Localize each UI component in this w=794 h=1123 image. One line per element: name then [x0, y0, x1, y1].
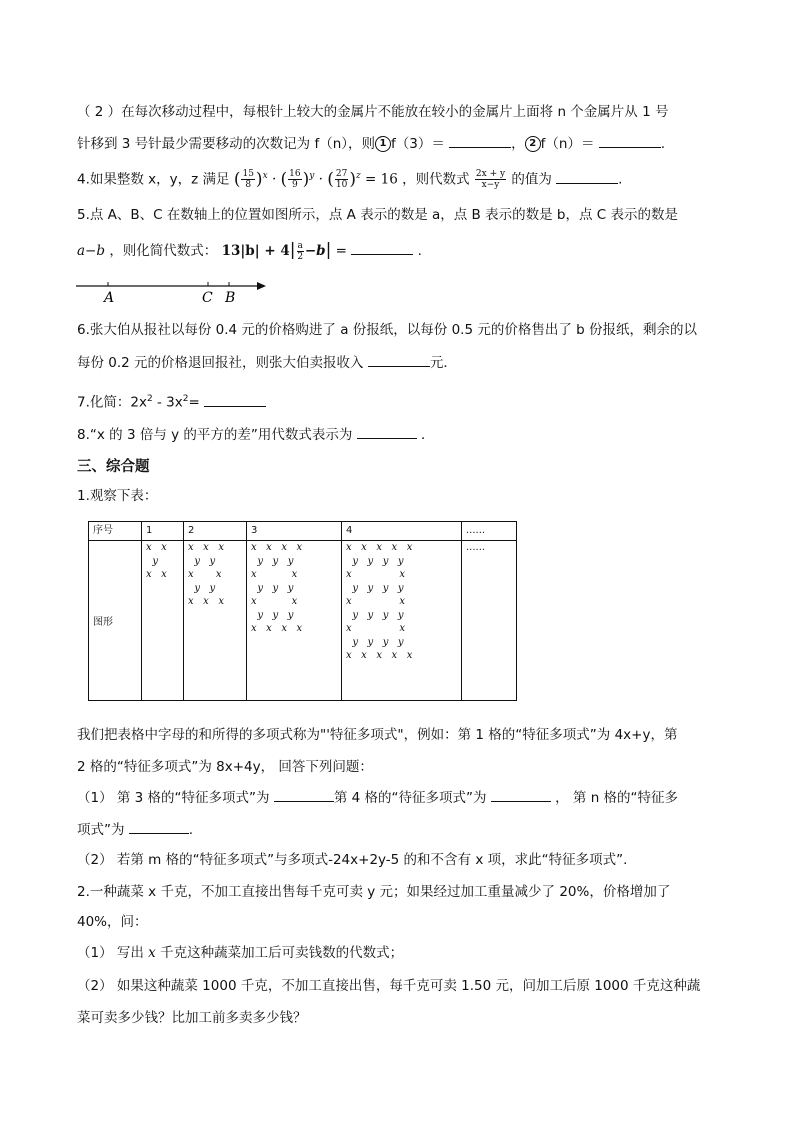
q5-text-b: ，则化简代数式： [109, 243, 218, 259]
answer-blank-fn[interactable] [599, 133, 661, 148]
q2-line1: （ 2 ）在每次移动过程中，每根针上较大的金属片不能放在较小的金属片上面将 n 个金属片从 1 号 [77, 104, 669, 120]
q4-text-a: 4.如果整数 x，y，z 满足 [77, 171, 230, 188]
q4-exp-x: x [262, 171, 268, 181]
q4-exp-z: z [355, 171, 361, 181]
answer-blank-q5[interactable] [351, 240, 413, 255]
q4-frac-1: $\frac{15}{8}$ [242, 169, 254, 190]
q5-text-f: . [417, 243, 422, 259]
pattern-cell-4: x x x x x y y y y x x y y y y x x y y y y x x y y y y x x x x x [346, 542, 413, 661]
answer-blank-cell4[interactable] [491, 787, 551, 802]
q8-line [77, 424, 435, 445]
table-header-1: 1 [142, 522, 184, 541]
table-row-label: 图形 [89, 541, 142, 701]
answer-blank-q6[interactable] [368, 352, 430, 367]
p2-line2: 40%，问： [77, 914, 148, 930]
answer-blank-cell3[interactable] [274, 787, 334, 802]
q7-text-a: 7.化简：2x [77, 394, 147, 411]
q4-equals: = 16 [365, 171, 398, 188]
p1-q1-b: 第 4 格的“待征多项式”为 [333, 790, 487, 806]
q7-sup-1: 2 [146, 394, 153, 404]
p1-q1-c: ， 第 n 格的“特征多 [555, 790, 679, 806]
p1-q1-line2 [77, 819, 193, 840]
q4-frac-3: $\frac{27}{10}$ [335, 169, 348, 190]
number-line-diagram [74, 276, 274, 306]
q7-sup-2: 2 [182, 394, 189, 404]
axis-label-c: C [202, 290, 213, 306]
circled-one-icon: 1 [375, 136, 391, 152]
p1-q2: （2） 若第 m 格的“特征多项式”与多项式-24x+2y-5 的和不含有 x 项，求此“特征多项式”. [77, 852, 628, 868]
observation-table [88, 521, 517, 701]
answer-blank-f3[interactable] [449, 133, 511, 148]
q5-equals: = [335, 243, 347, 259]
section-heading: 三、综合题 [77, 459, 150, 475]
q8-text-a: 8.“x 的 3 倍与 y 的平方的差”用代数式表示为 [77, 427, 353, 443]
q4-text-b: ，则代数式 [402, 171, 470, 188]
p2-q1-b: 千克这种蔬菜加工后可卖钱数的代数式； [155, 945, 404, 961]
q7-text-c: = [188, 394, 200, 411]
q7-text-b: - 3x [152, 394, 183, 411]
p1-q1-line1 [77, 787, 678, 808]
q6-text-b: 元． [429, 355, 457, 371]
p2-q2-line2: 菜可卖多少钱？比加工前多卖多少钱？ [77, 1010, 307, 1026]
q6-line2 [77, 352, 457, 373]
p2-q1 [77, 943, 403, 963]
p1-text2: 2 格的“特征多项式”为 8x+4y， 回答下列问题： [77, 759, 373, 775]
q5-expr-end: −b [304, 243, 326, 259]
q7-line [77, 389, 266, 413]
pattern-cell-more: ...... [466, 542, 486, 553]
q8-text-b: ． [421, 427, 435, 443]
q2-text-e: . [660, 136, 666, 152]
table-header-more: ...... [462, 522, 517, 541]
q2-text-c: ， [511, 136, 525, 152]
q4-frac-2: $\frac{16}{9}$ [289, 169, 301, 190]
q5-expr-start: 13|b| + 4 [221, 243, 290, 259]
pattern-cell-1: x x y x x [146, 542, 167, 580]
table-header-3: 3 [247, 522, 342, 541]
pattern-cell-3: x x x x y y y x x y y y x x y y y x x x x [251, 542, 303, 634]
q2-text-d: f（n）＝ [540, 136, 595, 152]
q5-line2: a−b ，则化简代数式： 13|b| + 4| $\frac{a}{2}$ −b| = . [77, 240, 422, 262]
q5-frac: $\frac{a}{2}$ [297, 240, 304, 262]
q5-line1: 5.点 A、B、C 在数轴上的位置如图所示，点 A 表示的数是 a，点 B 表示的数是 b，点 C 表示的数是 [77, 207, 678, 223]
q6-line1: 6.张大伯从报社以每份 0.4 元的价格购进了 a 份报纸，以每份 0.5 元的价格售出了 b 份报纸，剩余的以 [77, 322, 697, 338]
p2-q2-line1: （2） 如果这种蔬菜 1000 千克，不加工直接出售，每千克可卖 1.50 元，问加工后原 1000 千克这种蔬 [77, 978, 701, 994]
table-header-2: 2 [184, 522, 247, 541]
q4-line: 4.如果整数 x，y，z 满足 ( $\frac{15}{8}$ )$^x$ · ( $\frac{16}{9}$ )$^y$ · ( $\frac{27}{10}$ )$^z$ = 16 ，则代数式 $\frac{2x + y}{x-y}$ 的值为 . [77, 169, 623, 190]
table-header-index: 序号 [89, 522, 142, 541]
q4-text-d: . [618, 171, 623, 188]
p2-q1-a: （1） 写出 [77, 945, 149, 961]
axis-label-a: A [104, 290, 115, 306]
table-header-4: 4 [342, 522, 462, 541]
q6-text-a: 每份 0.2 元的价格退回报社，则张大伯卖报收入 [77, 355, 364, 371]
answer-blank-q7[interactable] [204, 392, 266, 407]
circled-two-icon: 2 [525, 136, 541, 152]
pattern-cell-2: x x x y y x x y y x x x [188, 542, 224, 607]
q2-line2 [77, 133, 665, 154]
q4-text-c: 的值为 [511, 171, 552, 188]
q2-text-b: f（3）＝ [391, 136, 445, 152]
axis-label-b: B [225, 290, 236, 306]
p1-q1-d: 项式”为 [77, 822, 125, 838]
answer-blank-q8[interactable] [357, 424, 417, 439]
p1-text1: 我们把表格中字母的和所得的多项式称为"'特征多项式"，例如：第 1 格的“特征多项式”为 4x+y，第 [77, 727, 678, 743]
p1-intro: 1.观察下表： [77, 488, 158, 504]
p1-q1-a: （1） 第 3 格的“特征多项式”为 [77, 790, 270, 806]
q5-c-value: a−b [77, 243, 106, 259]
q4-exp-y: y [309, 171, 315, 181]
q2-text-a: 针移到 3 号针最少需要移动的次数记为 f（n），则 [77, 136, 376, 152]
answer-blank-q4[interactable] [556, 169, 618, 184]
p2-line1: 2.一种蔬菜 x 千克，不加工直接出售每千克可卖 y 元；如果经过加工重量减少了 20%，价格增加了 [77, 884, 671, 900]
p2-q1-x: x [148, 945, 156, 961]
answer-blank-celln[interactable] [129, 819, 189, 834]
q4-expression-frac: $\frac{2x + y}{x-y}$ [475, 169, 506, 190]
p1-q1-e: . [188, 822, 194, 838]
